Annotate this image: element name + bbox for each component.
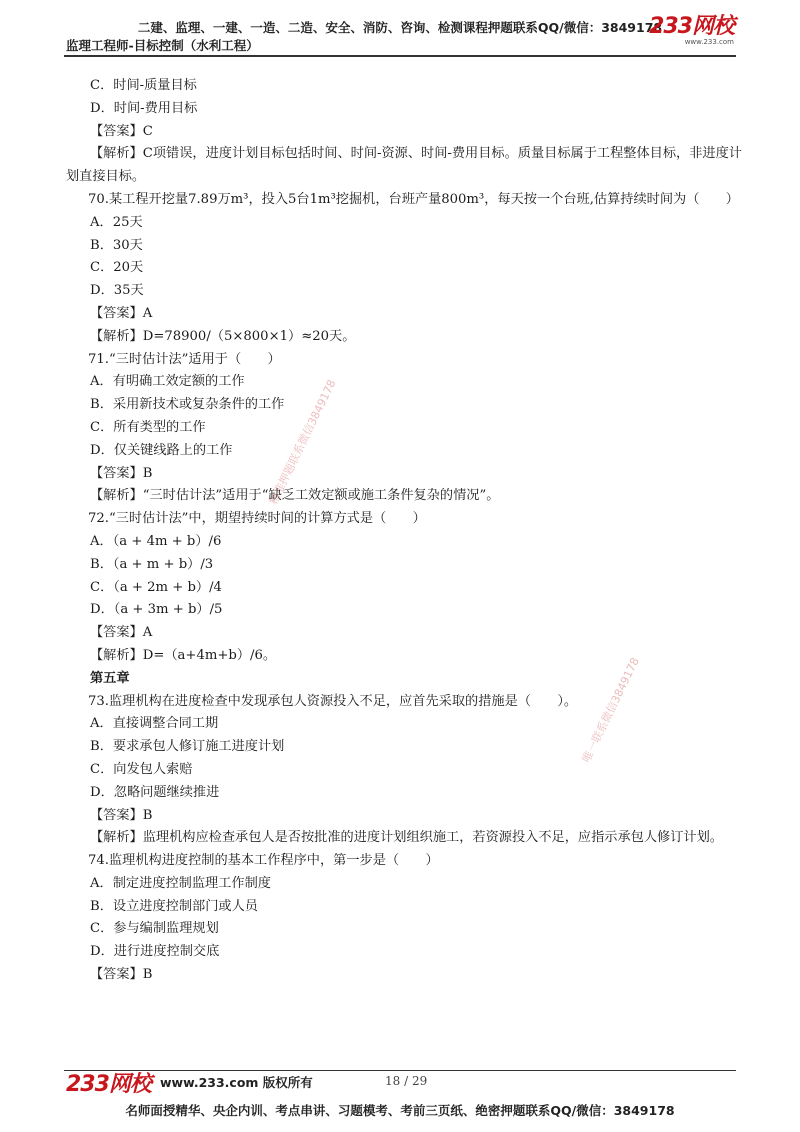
option-line: B．要求承包人修订施工进度计划: [90, 739, 285, 755]
document-body: [66, 75, 742, 987]
option-line: B．30天: [90, 237, 143, 253]
option-line: B．（a + m + b）/3: [90, 556, 214, 572]
explanation-line: 【解析】监理机构应检查承包人是否按批准的进度计划组织施工，若资源投入不足，应指示承包人修订计划。: [90, 830, 723, 846]
question-71: 71.“三时估计法”适用于（ ）: [88, 351, 281, 367]
brand-logo-text: 233网校: [649, 14, 734, 39]
footer-rule: [64, 1070, 736, 1071]
header-promo: 二建、监理、一建、一造、二造、安全、消防、咨询、检测课程押题联系QQ/微信：3849178: [137, 20, 663, 35]
answer-line: 【答案】B: [90, 967, 153, 983]
option-line: D．35天: [90, 283, 144, 299]
option-line: B．采用新技术或复杂条件的工作: [90, 397, 285, 413]
chapter-heading: 第五章: [90, 670, 130, 686]
option-line: C．20天: [90, 260, 144, 276]
option-line: C．所有类型的工作: [90, 419, 206, 435]
option-line: C．参与编制监理规划: [90, 921, 219, 937]
option-line: A．直接调整合同工期: [90, 716, 219, 732]
explanation-line: 【解析】C项错误，进度计划目标包括时间、时间-资源、时间-费用目标。质量目标属于工程整体目标，非进度计划直接目标。: [66, 146, 742, 185]
brand-logo-url: www.233.com: [684, 38, 734, 46]
option-line: A．（a + 4m + b）/6: [90, 533, 222, 549]
watermark: 唯一联系微信3849178: [579, 655, 642, 765]
question-70: 70.某工程开挖量7.89万m³，投入5台1m³挖掘机，台班产量800m³，每天按一个台班,估算持续时间为（ ）: [88, 191, 739, 207]
option-line: A．25天: [90, 214, 143, 230]
footer-logo: 233网校: [66, 1072, 151, 1097]
explanation-line: 【解析】D=78900/（5×800×1）≈20天。: [90, 328, 356, 344]
header-rule: [64, 55, 736, 57]
option-line: C．时间-质量目标: [90, 78, 197, 93]
option-line: B．设立进度控制部门或人员: [90, 898, 258, 914]
footer-copyright: www.233.com 版权所有: [160, 1075, 313, 1090]
option-line: C．向发包人索赔: [90, 761, 193, 777]
question-72: 72.“三时估计法”中，期望持续时间的计算方式是（ ）: [88, 511, 426, 527]
watermark: 精准押题联系微信3849178: [266, 377, 339, 507]
option-line: A．有明确工效定额的工作: [90, 374, 245, 390]
question-74: 74.监理机构进度控制的基本工作程序中，第一步是（ ）: [88, 853, 439, 869]
header-subject: 监理工程师-目标控制（水利工程）: [66, 38, 259, 53]
answer-line: 【答案】A: [90, 305, 153, 321]
option-line: D．时间-费用目标: [90, 100, 198, 116]
option-line: D．仅关键线路上的工作: [90, 442, 233, 458]
answer-line: 【答案】B: [90, 807, 153, 823]
answer-line: 【答案】A: [90, 625, 153, 641]
explanation-line: 【解析】D=（a+4m+b）/6。: [90, 647, 277, 663]
page-number: 18 / 29: [385, 1074, 428, 1088]
option-line: D．忽略问题继续推进: [90, 784, 220, 800]
answer-line: 【答案】B: [90, 465, 153, 481]
question-73: 73.监理机构在进度检查中发现承包人资源投入不足，应首先采取的措施是（ ）。: [88, 693, 578, 709]
option-line: D．（a + 3m + b）/5: [90, 602, 223, 618]
answer-line: 【答案】C: [90, 123, 153, 139]
brand-logo: [649, 16, 734, 46]
option-line: A．制定进度控制监理工作制度: [90, 875, 271, 891]
explanation-line: 【解析】“三时估计法”适用于“缺乏工效定额或施工条件复杂的情况”。: [90, 488, 500, 504]
footer-promo: 名师面授精华、央企内训、考点串讲、习题模考、考前三页纸、绝密押题联系QQ/微信：3849178: [125, 1103, 675, 1118]
option-line: C．（a + 2m + b）/4: [90, 579, 222, 595]
option-line: D．进行进度控制交底: [90, 944, 220, 960]
